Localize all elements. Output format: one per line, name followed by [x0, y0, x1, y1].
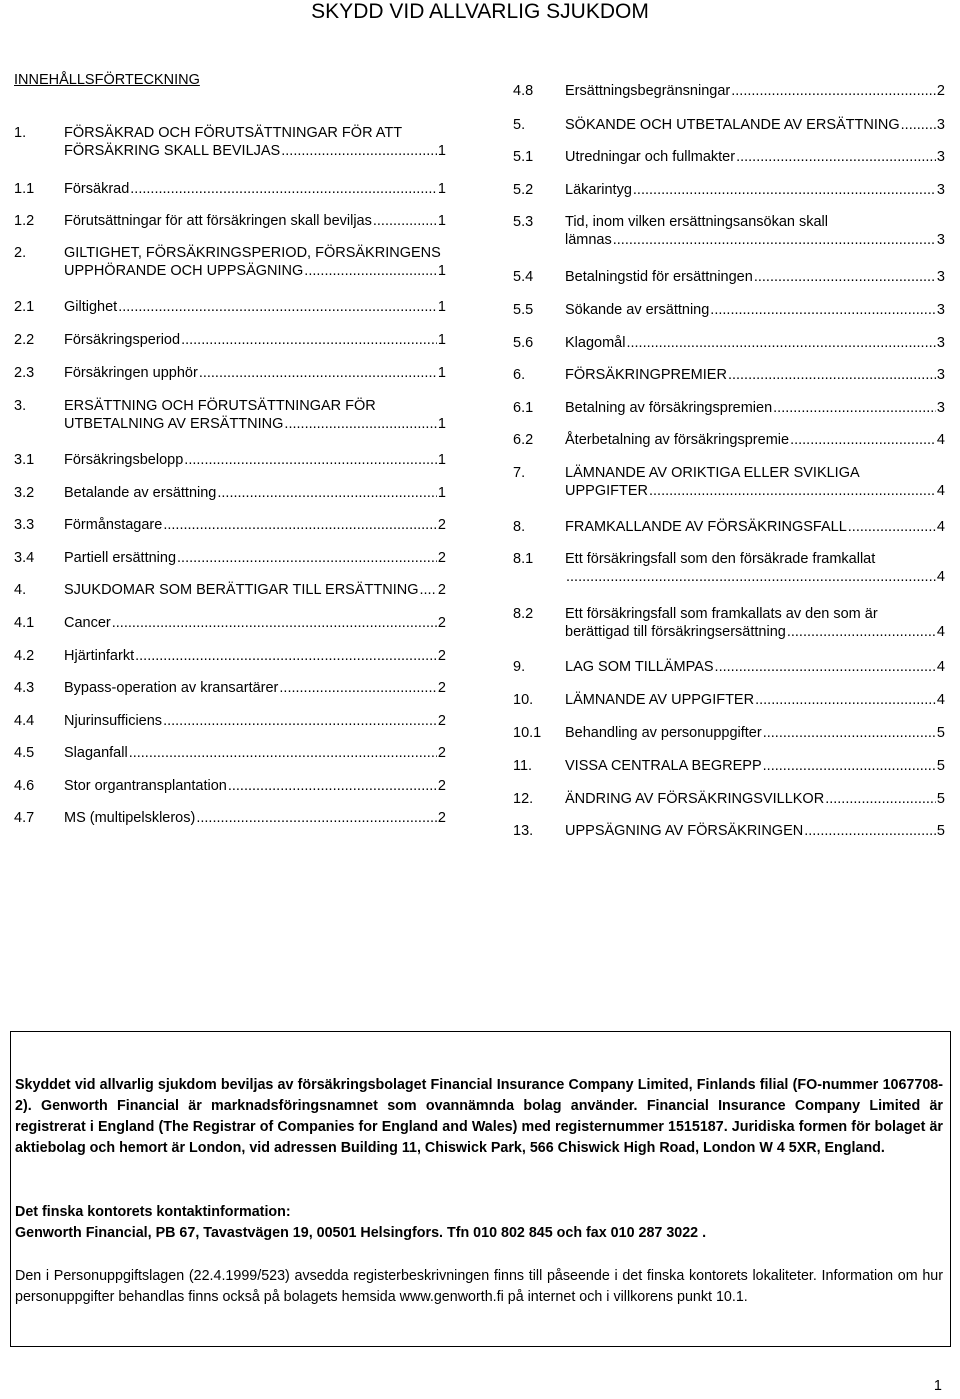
- toc-entry-number: 4.3: [14, 680, 35, 696]
- toc-entry-number: 11.: [513, 758, 533, 774]
- toc-entry-number: 5.: [513, 117, 526, 133]
- toc-entry-title: UPPGIFTER: [565, 483, 648, 499]
- toc-leader-dots: [731, 82, 936, 100]
- toc-leader-dots: [613, 231, 936, 249]
- toc-entry-title: Försäkringsperiod: [64, 332, 181, 348]
- toc-entry-title: Tid, inom vilken ersättningsansökan skall: [565, 214, 829, 230]
- toc-entry-title: Stor organtransplantation: [64, 778, 227, 794]
- toc-entry-number: 5.6: [513, 335, 534, 351]
- toc-entry-page: 1: [437, 299, 446, 315]
- toc-leader-dots: [736, 148, 936, 166]
- toc-entry-page: 1: [437, 143, 446, 159]
- toc-leader-dots: [163, 516, 437, 534]
- toc-leader-dots: [790, 431, 936, 449]
- toc-entry-title: VISSA CENTRALA BEGREPP: [565, 758, 762, 774]
- toc-entry-page: 3: [936, 335, 945, 351]
- toc-entry-title: berättigad till försäkringsersättning: [565, 624, 786, 640]
- toc-entry-title: ÄNDRING AV FÖRSÄKRINGSVILLKOR: [565, 791, 825, 807]
- toc-leader-dots: [848, 518, 936, 536]
- toc-entry-page: 5: [936, 823, 945, 839]
- toc-leader-dots: [135, 647, 437, 665]
- toc-leader-dots: [710, 301, 936, 319]
- toc-entry-page: 2: [437, 648, 446, 664]
- toc-leader-dots: [129, 744, 437, 762]
- toc-entry-number: 9.: [513, 659, 526, 675]
- toc-leader-dots: [626, 334, 935, 352]
- toc-entry-number: 3.: [14, 398, 27, 414]
- contact-details: Genworth Financial, PB 67, Tavastvägen 19, 00501 Helsingfors. Tfn 010 802 845 och fax 010 287 3022 .: [15, 1225, 707, 1241]
- toc-entry-title: FÖRSÄKRINGPREMIER: [565, 367, 727, 383]
- toc-entry-title: Giltighet: [64, 299, 118, 315]
- toc-leader-dots: [420, 581, 437, 599]
- toc-leader-dots: [281, 142, 437, 160]
- company-info-box: [10, 1031, 951, 1347]
- toc-entry-number: 4.7: [14, 810, 35, 826]
- toc-leader-dots: [181, 331, 437, 349]
- toc-leader-dots: [763, 724, 936, 742]
- toc-entry-title: Betalning av försäkringspremien: [565, 400, 773, 416]
- toc-entry-title: Bypass-operation av kransartärer: [64, 680, 279, 696]
- toc-entry-page: 1: [437, 416, 446, 432]
- toc-entry-title: Förmånstagare: [64, 517, 163, 533]
- toc-entry-title: Betalande av ersättning: [64, 485, 217, 501]
- toc-entry-page: 1: [437, 213, 446, 229]
- toc-entry-page: 1: [437, 181, 446, 197]
- toc-entry-page: 4: [936, 483, 945, 499]
- toc-entry-page: 4: [936, 519, 945, 535]
- toc-entry-page: 5: [936, 758, 945, 774]
- toc-entry-page: 3: [936, 149, 945, 165]
- toc-entry-title: FÖRSÄKRAD OCH FÖRUTSÄTTNINGAR FÖR ATT: [64, 125, 403, 141]
- toc-entry-page: 3: [936, 400, 945, 416]
- toc-entry-page: 2: [437, 582, 446, 598]
- toc-entry-number: 4.6: [14, 778, 35, 794]
- toc-entry-number: 2.2: [14, 332, 35, 348]
- toc-entry-page: 5: [936, 725, 945, 741]
- toc-entry-title: UTBETALNING AV ERSÄTTNING: [64, 416, 284, 432]
- toc-entry-title: Återbetalning av försäkringspremie: [565, 432, 790, 448]
- toc-entry-number: 13.: [513, 823, 534, 839]
- toc-entry-number: 8.1: [513, 551, 534, 567]
- page-number: 1: [933, 1378, 942, 1394]
- toc-entry-number: 1.: [14, 125, 27, 141]
- toc-entry-number: 3.2: [14, 485, 35, 501]
- toc-entry-number: 10.1: [513, 725, 542, 741]
- toc-leader-dots: [163, 712, 437, 730]
- toc-entry-number: 2.: [14, 245, 27, 261]
- toc-leader-dots: [199, 364, 437, 382]
- toc-leader-dots: [279, 679, 437, 697]
- toc-entry-title: Slaganfall: [64, 745, 128, 761]
- toc-entry-title: ERSÄTTNING OCH FÖRUTSÄTTNINGAR FÖR: [64, 398, 376, 414]
- toc-entry-number: 6.2: [513, 432, 534, 448]
- toc-leader-dots: [184, 451, 437, 469]
- toc-leader-dots: [373, 212, 437, 230]
- toc-entry-number: 5.2: [513, 182, 534, 198]
- toc-leader-dots: [728, 366, 936, 384]
- toc-leader-dots: [804, 822, 936, 840]
- toc-entry-page: 2: [437, 680, 446, 696]
- toc-entry-title: Sökande av ersättning: [565, 302, 710, 318]
- toc-entry-title: UPPSÄGNING AV FÖRSÄKRINGEN: [565, 823, 804, 839]
- toc-entry-page: 1: [437, 452, 446, 468]
- toc-entry-number: 6.1: [513, 400, 534, 416]
- toc-entry-number: 5.3: [513, 214, 534, 230]
- toc-entry-title: SÖKANDE OCH UTBETALANDE AV ERSÄTTNING: [565, 117, 900, 133]
- toc-entry-page: 1: [437, 263, 446, 279]
- toc-entry-number: 4.8: [513, 83, 534, 99]
- toc-entry-title: Försäkringsbelopp: [64, 452, 184, 468]
- toc-entry-title: Försäkrad: [64, 181, 130, 197]
- toc-leader-dots: [755, 691, 936, 709]
- toc-entry-page: 2: [437, 615, 446, 631]
- toc-entry-number: 4.2: [14, 648, 35, 664]
- toc-entry-number: 4.: [14, 582, 27, 598]
- toc-entry-page: 4: [936, 659, 945, 675]
- toc-entry-number: 4.5: [14, 745, 35, 761]
- toc-entry-number: 10.: [513, 692, 534, 708]
- toc-leader-dots: [754, 268, 936, 286]
- toc-entry-number: 5.5: [513, 302, 534, 318]
- toc-entry-title: Förutsättningar för att försäkringen skall beviljas: [64, 213, 372, 229]
- toc-entry-page: 1: [437, 332, 446, 348]
- toc-leader-dots: [633, 181, 936, 199]
- toc-entry-number: 8.2: [513, 606, 534, 622]
- toc-entry-page: 2: [437, 517, 446, 533]
- toc-entry-number: 3.3: [14, 517, 35, 533]
- toc-leader-dots: [566, 568, 936, 586]
- document-title: SKYDD VID ALLVARLIG SJUKDOM: [311, 0, 649, 23]
- toc-leader-dots: [825, 790, 936, 808]
- toc-entry-page: 4: [936, 432, 945, 448]
- toc-leader-dots: [284, 415, 437, 433]
- toc-leader-dots: [130, 180, 437, 198]
- toc-leader-dots: [112, 614, 437, 632]
- toc-leader-dots: [118, 298, 437, 316]
- toc-entry-page: 2: [437, 810, 446, 826]
- toc-heading: INNEHÅLLSFÖRTECKNING: [14, 72, 200, 88]
- toc-entry-page: 5: [936, 791, 945, 807]
- toc-leader-dots: [773, 399, 936, 417]
- contact-heading: Det finska kontorets kontaktinformation:: [15, 1204, 291, 1220]
- toc-entry-number: 8.: [513, 519, 526, 535]
- toc-entry-number: 1.2: [14, 213, 35, 229]
- toc-entry-title: UPPHÖRANDE OCH UPPSÄGNING: [64, 263, 304, 279]
- toc-entry-title: Läkarintyg: [565, 182, 632, 198]
- toc-leader-dots: [787, 623, 936, 641]
- toc-entry-number: 2.3: [14, 365, 35, 381]
- toc-entry-page: 2: [437, 713, 446, 729]
- toc-entry-page: 2: [936, 83, 945, 99]
- toc-entry-title: Cancer: [64, 615, 111, 631]
- toc-leader-dots: [304, 262, 437, 280]
- toc-entry-number: 5.1: [513, 149, 534, 165]
- toc-entry-number: 7.: [513, 465, 526, 481]
- toc-entry-page: 4: [936, 624, 945, 640]
- toc-entry-title: GILTIGHET, FÖRSÄKRINGSPERIOD, FÖRSÄKRINGENS: [64, 245, 441, 261]
- toc-entry-page: 1: [437, 485, 446, 501]
- toc-leader-dots: [763, 757, 936, 775]
- toc-entry-page: 2: [437, 778, 446, 794]
- toc-entry-title: Försäkringen upphör: [64, 365, 198, 381]
- toc-entry-page: 3: [936, 117, 945, 133]
- toc-entry-number: 12.: [513, 791, 534, 807]
- toc-entry-number: 6.: [513, 367, 526, 383]
- toc-entry-page: 2: [437, 550, 446, 566]
- toc-entry-number: 4.4: [14, 713, 35, 729]
- toc-entry-title: SJUKDOMAR SOM BERÄTTIGAR TILL ERSÄTTNING: [64, 582, 419, 598]
- toc-entry-title: lämnas: [565, 232, 612, 248]
- toc-entry-number: 2.1: [14, 299, 35, 315]
- toc-entry-title: Hjärtinfarkt: [64, 648, 135, 664]
- toc-entry-page: 3: [936, 232, 945, 248]
- toc-entry-number: 1.1: [14, 181, 35, 197]
- toc-entry-page: 3: [936, 182, 945, 198]
- toc-leader-dots: [901, 116, 936, 134]
- toc-entry-title: Utredningar och fullmakter: [565, 149, 736, 165]
- toc-entry-number: 3.1: [14, 452, 35, 468]
- toc-entry-page: 3: [936, 367, 945, 383]
- toc-entry-title: Behandling av personuppgifter: [565, 725, 762, 741]
- toc-leader-dots: [649, 482, 936, 500]
- toc-leader-dots: [217, 484, 437, 502]
- toc-entry-title: MS (multipelskleros): [64, 810, 196, 826]
- toc-leader-dots: [177, 549, 437, 567]
- toc-entry-title: Ett försäkringsfall som den försäkrade framkallat: [565, 551, 876, 567]
- toc-entry-title: Ersättningsbegränsningar: [565, 83, 731, 99]
- toc-entry-title: Njurinsufficiens: [64, 713, 163, 729]
- toc-leader-dots: [228, 777, 437, 795]
- toc-entry-title: FÖRSÄKRING SKALL BEVILJAS: [64, 143, 281, 159]
- toc-entry-title: Betalningstid för ersättningen: [565, 269, 753, 285]
- toc-leader-dots: [196, 809, 437, 827]
- toc-entry-title: LÄMNANDE AV UPPGIFTER: [565, 692, 755, 708]
- toc-entry-title: Ett försäkringsfall som framkallats av den som är: [565, 606, 878, 622]
- company-info-paragraph: Skyddet vid allvarlig sjukdom beviljas av försäkringsbolaget Financial Insurance Company Limited, Finlands filial (FO-nummer 1067708-2). Genworth Financial är marknadsföringsnamnet som ovannämnda bolag använder. Financial Insurance Company Limited är registrerat i England (The Registrar of Companies for England and Wales) med registernummer 1515187. Juridiska formen för bolaget är aktiebolag och hemort är London, vid adressen Building 11, Chiswick Park, 566 Chiswick High Road, London W 4 5XR, England.: [15, 1077, 943, 1156]
- toc-leader-dots: [715, 658, 936, 676]
- toc-entry-title: FRAMKALLANDE AV FÖRSÄKRINGSFALL: [565, 519, 847, 535]
- toc-entry-number: 4.1: [14, 615, 35, 631]
- toc-entry-number: 3.4: [14, 550, 35, 566]
- toc-entry-title: Partiell ersättning: [64, 550, 177, 566]
- toc-entry-page: 4: [936, 692, 945, 708]
- toc-entry-title: LAG SOM TILLÄMPAS: [565, 659, 714, 675]
- toc-entry-title: LÄMNANDE AV ORIKTIGA ELLER SVIKLIGA: [565, 465, 860, 481]
- toc-entry-number: 5.4: [513, 269, 534, 285]
- toc-entry-title: Klagomål: [565, 335, 626, 351]
- toc-entry-page: 3: [936, 302, 945, 318]
- toc-entry-page: 4: [936, 569, 945, 585]
- toc-entry-page: 3: [936, 269, 945, 285]
- toc-entry-page: 2: [437, 745, 446, 761]
- privacy-paragraph: Den i Personuppgiftslagen (22.4.1999/523) avsedda registerbeskrivningen finns till påseende i det finska kontorets lokaliteter. Information om hur personuppgifter behandlas finns också på bolagets hemsida www.genworth.fi på internet och i villkorens punkt 10.1.: [15, 1268, 943, 1305]
- toc-entry-page: 1: [437, 365, 446, 381]
